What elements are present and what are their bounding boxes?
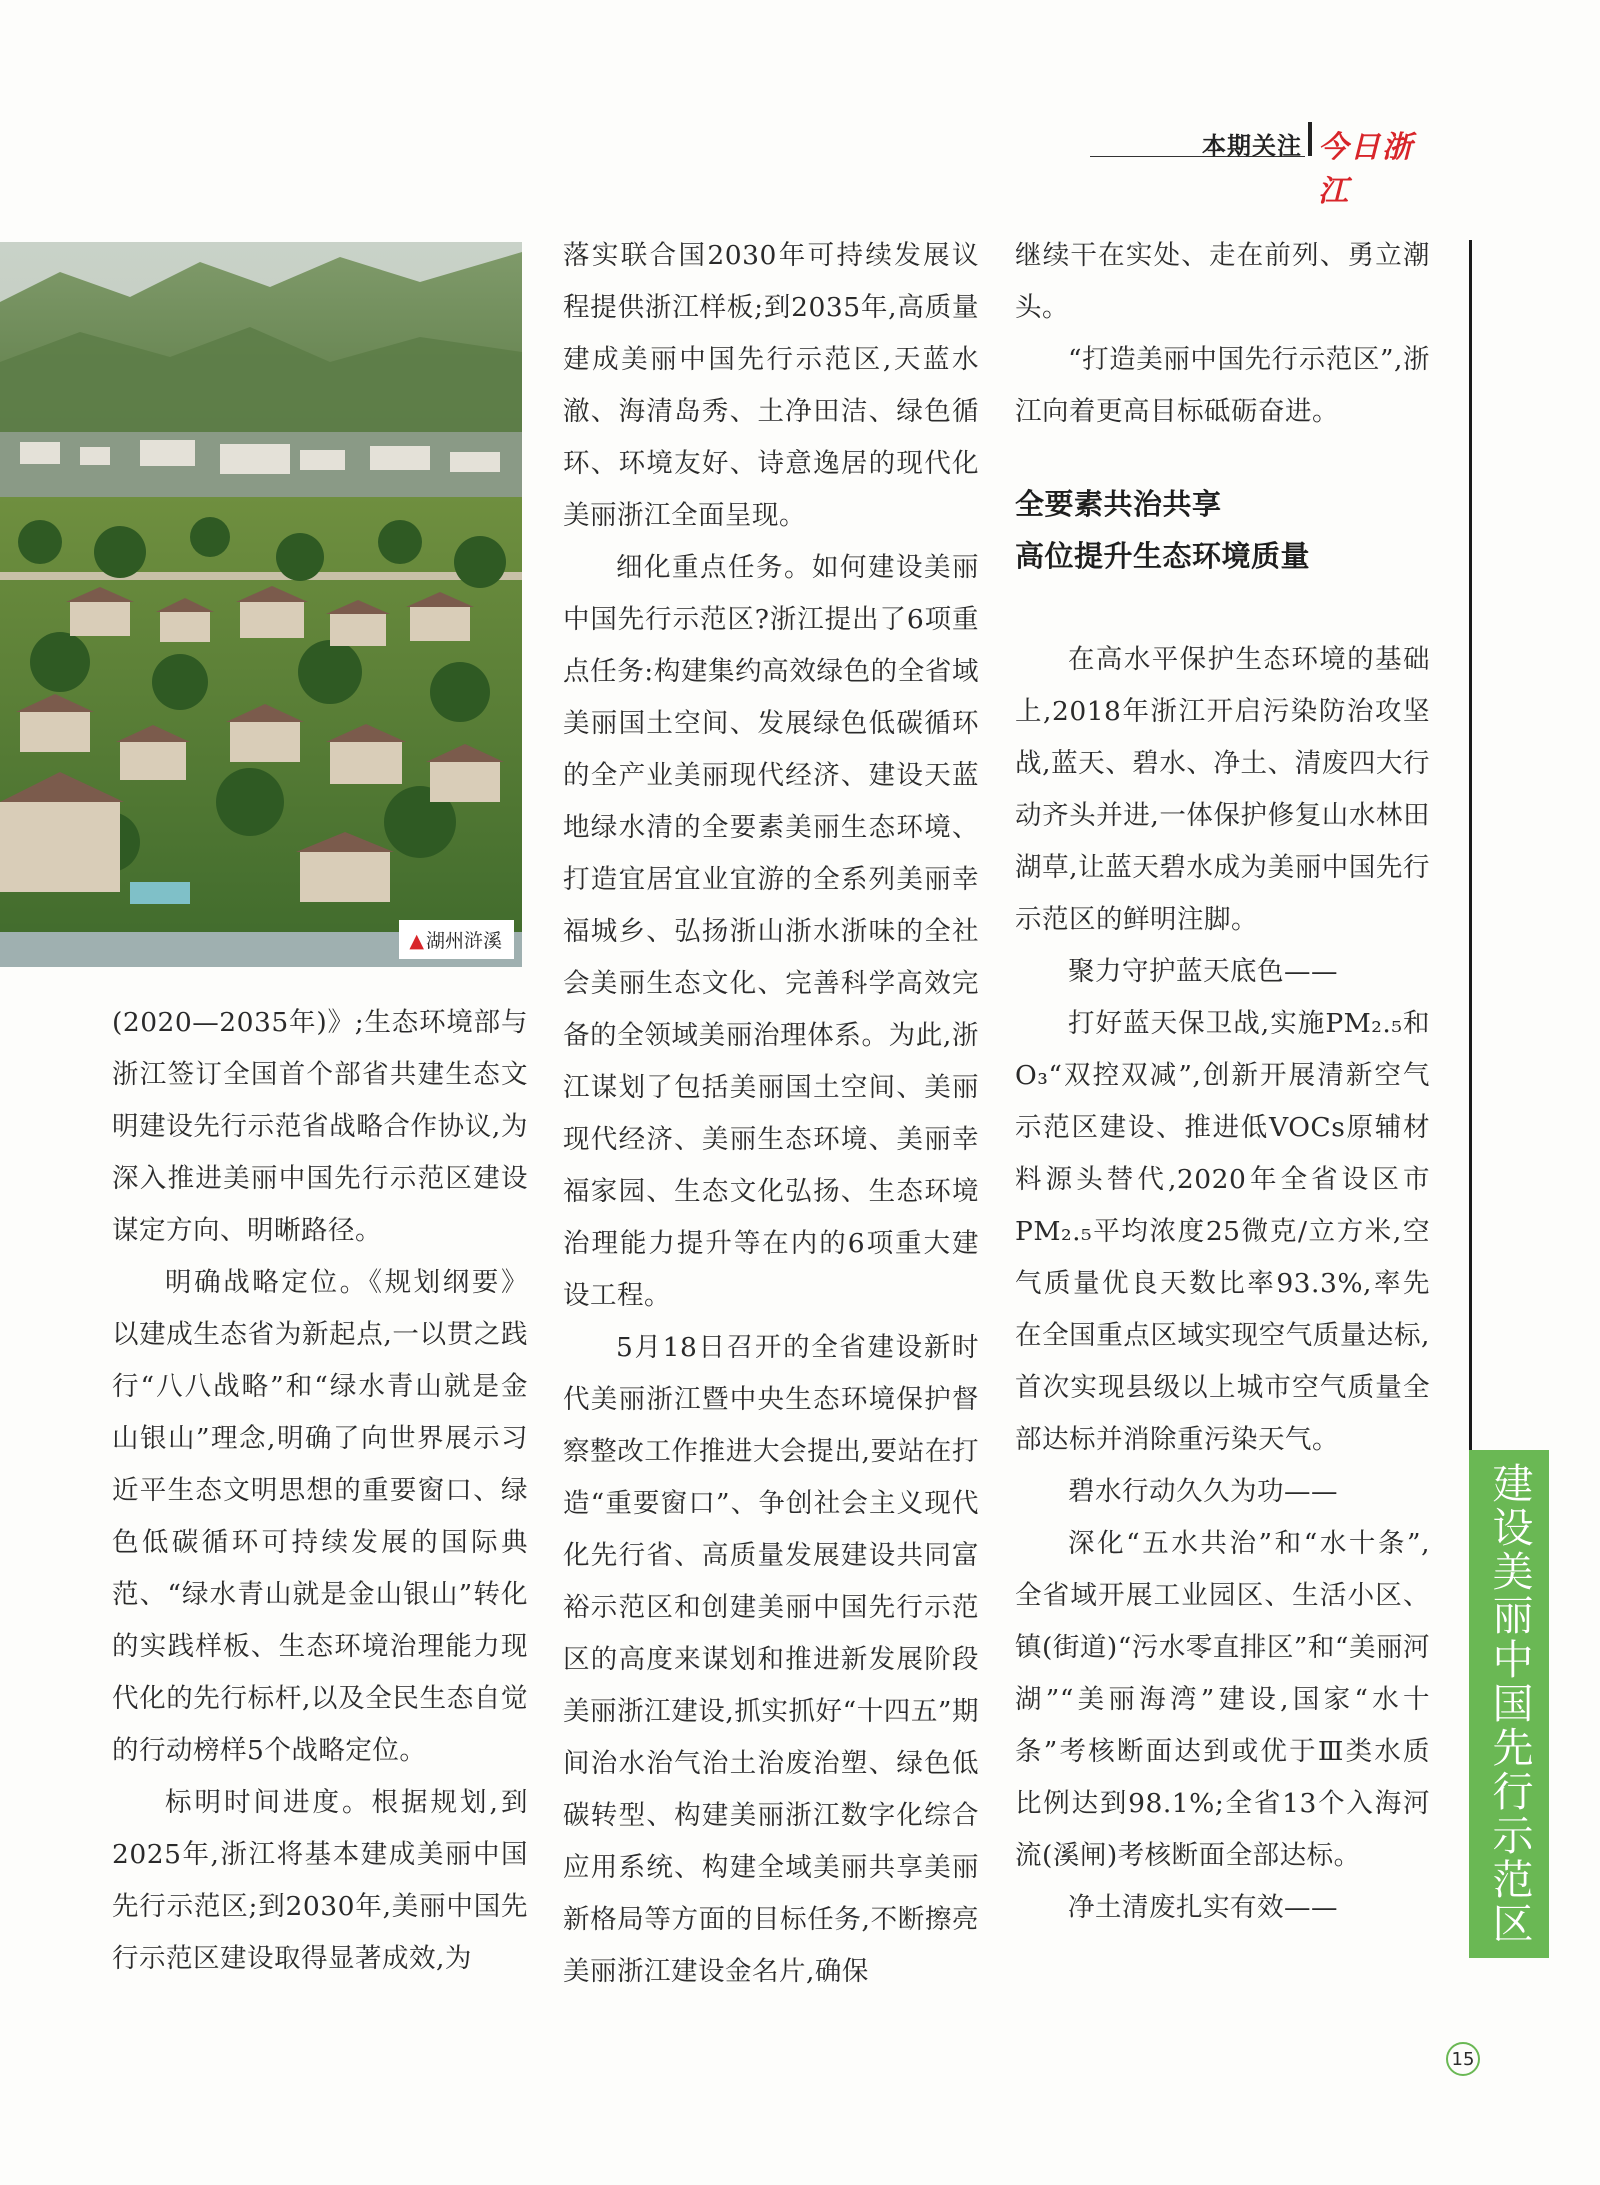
page-header bbox=[1090, 122, 1440, 209]
subheading-line-1: 全要素共治共享 bbox=[1015, 487, 1222, 521]
paragraph: (2020—2035年)》;生态环境部与浙江签订全国首个部省共建生态文明建设先行示范省战略合作协议,为深入推进美丽中国先行示范区建设谋定方向、明晰路径。 bbox=[112, 1007, 528, 1246]
landscape-image bbox=[0, 242, 522, 967]
page-number: 15 bbox=[1446, 2042, 1480, 2076]
paragraph: 标明时间进度。根据规划,到2025年,浙江将基本建成美丽中国先行示范区;到2030年,美丽中国先行示范区建设取得显著成效,为 bbox=[112, 1787, 528, 1974]
paragraph: “打造美丽中国先行示范区”,浙江向着更高目标砥砺奋进。 bbox=[1015, 344, 1430, 427]
paragraph: 继续干在实处、走在前列、勇立潮头。 bbox=[1015, 240, 1430, 323]
header-divider bbox=[1308, 122, 1312, 156]
article-photo bbox=[0, 242, 522, 967]
section-subheading bbox=[1015, 478, 1430, 582]
article-column-1 bbox=[112, 997, 528, 1985]
caption-triangle-icon: ▲ bbox=[409, 930, 424, 952]
side-tab-label: 建设美丽中国先行示范区 bbox=[1485, 1462, 1534, 1946]
paragraph: 深化“五水共治”和“水十条”,全省域开展工业园区、生活小区、镇(街道)“污水零直排区”和“美丽河湖”“美丽海湾”建设,国家“水十条”考核断面达到或优于Ⅲ类水质比例达到98.1%;全省13个入海河流(溪闸)考核断面全部达标。 bbox=[1015, 1528, 1430, 1871]
header-section-title: 本期关注 bbox=[1202, 132, 1302, 160]
paragraph: 打好蓝天保卫战,实施PM₂.₅和O₃“双控双减”,创新开展清新空气示范区建设、推进低VOCs原辅材料源头替代,2020年全省设区市PM₂.₅平均浓度25微克/立方米,空气质量优良天数比率93.3%,率先在全国重点区域实现空气质量达标,首次实现县级以上城市空气质量全部达标并消除重污染天气。 bbox=[1015, 1008, 1430, 1455]
paragraph: 明确战略定位。《规划纲要》以建成生态省为新起点,一以贯之践行“八八战略”和“绿水青山就是金山银山”理念,明确了向世界展示习近平生态文明思想的重要窗口、绿色低碳循环可持续发展的国际典范、“绿水青山就是金山银山”转化的实践样板、生态环境治理能力现代化的先行标杆,以及全民生态自觉的行动榜样5个战略定位。 bbox=[112, 1267, 528, 1766]
paragraph: 5月18日召开的全省建设新时代美丽浙江暨中央生态环境保护督察整改工作推进大会提出,要站在打造“重要窗口”、争创社会主义现代化先行省、高质量发展建设共同富裕示范区和创建美丽中国先行示范区的高度来谋划和推进新发展阶段美丽浙江建设,抓实抓好“十四五”期间治水治气治土治废治塑、绿色低碳转型、构建美丽浙江数字化综合应用系统、构建全域美丽共享美丽新格局等方面的目标任务,不断擦亮美丽浙江建设金名片,确保 bbox=[563, 1332, 979, 1987]
margin-rule bbox=[1469, 240, 1472, 1450]
paragraph: 在高水平保护生态环境的基础上,2018年浙江开启污染防治攻坚战,蓝天、碧水、净土、清废四大行动齐头并进,一体保护修复山水林田湖草,让蓝天碧水成为美丽中国先行示范区的鲜明注脚。 bbox=[1015, 644, 1430, 935]
article-column-3 bbox=[1015, 230, 1430, 1934]
magazine-logo: 今日浙江 bbox=[1318, 130, 1414, 209]
paragraph-lead: 聚力守护蓝天底色—— bbox=[1068, 956, 1338, 987]
paragraph: 细化重点任务。如何建设美丽中国先行示范区?浙江提出了6项重点任务:构建集约高效绿色的全省域美丽国土空间、发展绿色低碳循环的全产业美丽现代经济、建设天蓝地绿水清的全要素美丽生态环境、打造宜居宜业宜游的全系列美丽幸福城乡、弘扬浙山浙水浙味的全社会美丽生态文化、完善科学高效完备的全领域美丽治理体系。为此,浙江谋划了包括美丽国土空间、美丽现代经济、美丽生态环境、美丽幸福家园、生态文化弘扬、生态环境治理能力提升等在内的6项重大建设工程。 bbox=[563, 552, 979, 1311]
paragraph-lead: 碧水行动久久为功—— bbox=[1068, 1476, 1338, 1507]
paragraph: 落实联合国2030年可持续发展议程提供浙江样板;到2035年,高质量建成美丽中国先行示范区,天蓝水澈、海清岛秀、土净田洁、绿色循环、环境友好、诗意逸居的现代化美丽浙江全面呈现。 bbox=[563, 240, 979, 531]
paragraph-lead: 净土清废扎实有效—— bbox=[1068, 1892, 1338, 1923]
subheading-line-2: 高位提升生态环境质量 bbox=[1015, 539, 1311, 573]
caption-text: 湖州浒溪 bbox=[425, 930, 502, 952]
article-column-2 bbox=[563, 230, 979, 1998]
section-side-tab bbox=[1469, 1450, 1549, 1958]
photo-caption bbox=[399, 920, 514, 959]
